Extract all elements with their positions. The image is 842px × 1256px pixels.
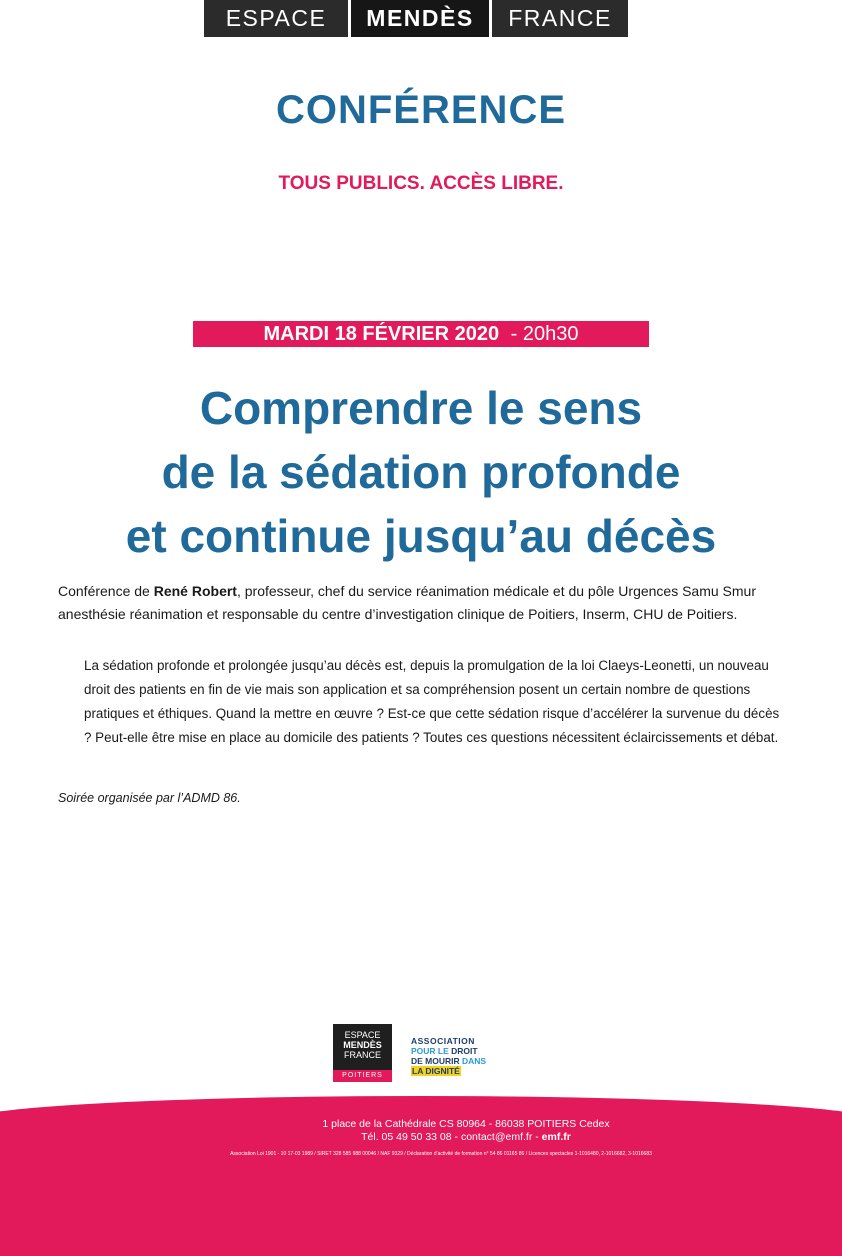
footer-legal: Association Loi 1901 - 10 17-03 1989 / SIRET 328 585 988 00046 / NAF 9329 / Déclaration d’activité de formation n° 54 86 01165 86 / Licences spectacles 1-1016480, 2-1016682, 3-1016683 (230, 1151, 652, 1157)
footer-contact (0, 1131, 842, 1144)
admd-logo-line-2b: DROIT (451, 1046, 478, 1056)
audience-subheading: TOUS PUBLICS. ACCÈS LIBRE. (278, 173, 564, 194)
emf-logo-line-3: FRANCE (343, 1050, 381, 1060)
date-separator: - (510, 323, 518, 345)
brand-logo (204, 0, 628, 37)
speaker-paragraph (58, 580, 788, 626)
event-type-heading: CONFÉRENCE (275, 88, 567, 132)
brand-word-espace: ESPACE (204, 0, 348, 37)
admd-logo-line-3a: DE MOURIR (411, 1056, 462, 1066)
emf-logo (333, 1024, 392, 1082)
admd-logo-line-4: LA DIGNITÉ (412, 1066, 460, 1076)
date-banner (193, 321, 649, 347)
title-line-1: Comprendre le sens (199, 382, 643, 434)
footer-email: contact@emf.fr (460, 1131, 533, 1143)
admd-logo-line-3b: DANS (462, 1056, 487, 1066)
admd-logo-line-2 (411, 1046, 501, 1056)
emf-logo-line-2: MENDÈS (343, 1040, 382, 1050)
brand-word-mendes: MENDÈS (351, 0, 489, 37)
conference-title (20, 376, 822, 568)
footer-website: emf.fr (541, 1131, 571, 1143)
speaker-intro: Conférence de (58, 583, 154, 599)
speaker-description: , professeur, chef du service réanimation médicale et du pôle Urgences Samu Smur anesthésie réanimation et responsable du centre d’investigation clinique de Poitiers, Inserm, CHU de Poitiers. (58, 583, 757, 622)
footer-separator-2: - (532, 1131, 542, 1143)
title-line-3: et continue jusqu’au décès (125, 510, 717, 562)
title-line-2: de la sédation profonde (161, 446, 681, 498)
footer-phone: Tél. 05 49 50 33 08 (361, 1131, 452, 1143)
footer (0, 1118, 842, 1160)
admd-logo-line-1: ASSOCIATION (411, 1036, 475, 1046)
footer-separator-1: - (451, 1131, 461, 1143)
organizer-note: Soirée organisée par l’ADMD 86. (58, 791, 241, 805)
brand-word-france: FRANCE (492, 0, 628, 37)
event-date: MARDI 18 FÉVRIER 2020 (263, 323, 500, 345)
summary-paragraph: La sédation profonde et prolongée jusqu’au décès est, depuis la promulgation de la loi Claeys-Leonetti, un nouveau droit des patients en fin de vie mais son application et sa compréhension posent un certain nombre de questions pratiques et éthiques. Quand la mettre en œuvre ? Est-ce que cette sédation risque d’accélérer la survenue du décès ? Peut-elle être mise en place au domicile des patients ? Toutes ces questions nécessitent éclaircissements et débat. (84, 658, 780, 745)
emf-logo-line-1: ESPACE (344, 1030, 381, 1040)
emf-logo-city: POITIERS (333, 1070, 392, 1082)
footer-address: 1 place de la Cathédrale CS 80964 - 86038 POITIERS Cedex (322, 1118, 610, 1130)
speaker-name: René Robert (153, 583, 237, 599)
admd-logo-line-3 (411, 1056, 501, 1066)
admd-logo-line-2a: POUR LE (411, 1046, 452, 1056)
event-time: 20h30 (522, 323, 579, 345)
admd-logo (411, 1036, 501, 1076)
